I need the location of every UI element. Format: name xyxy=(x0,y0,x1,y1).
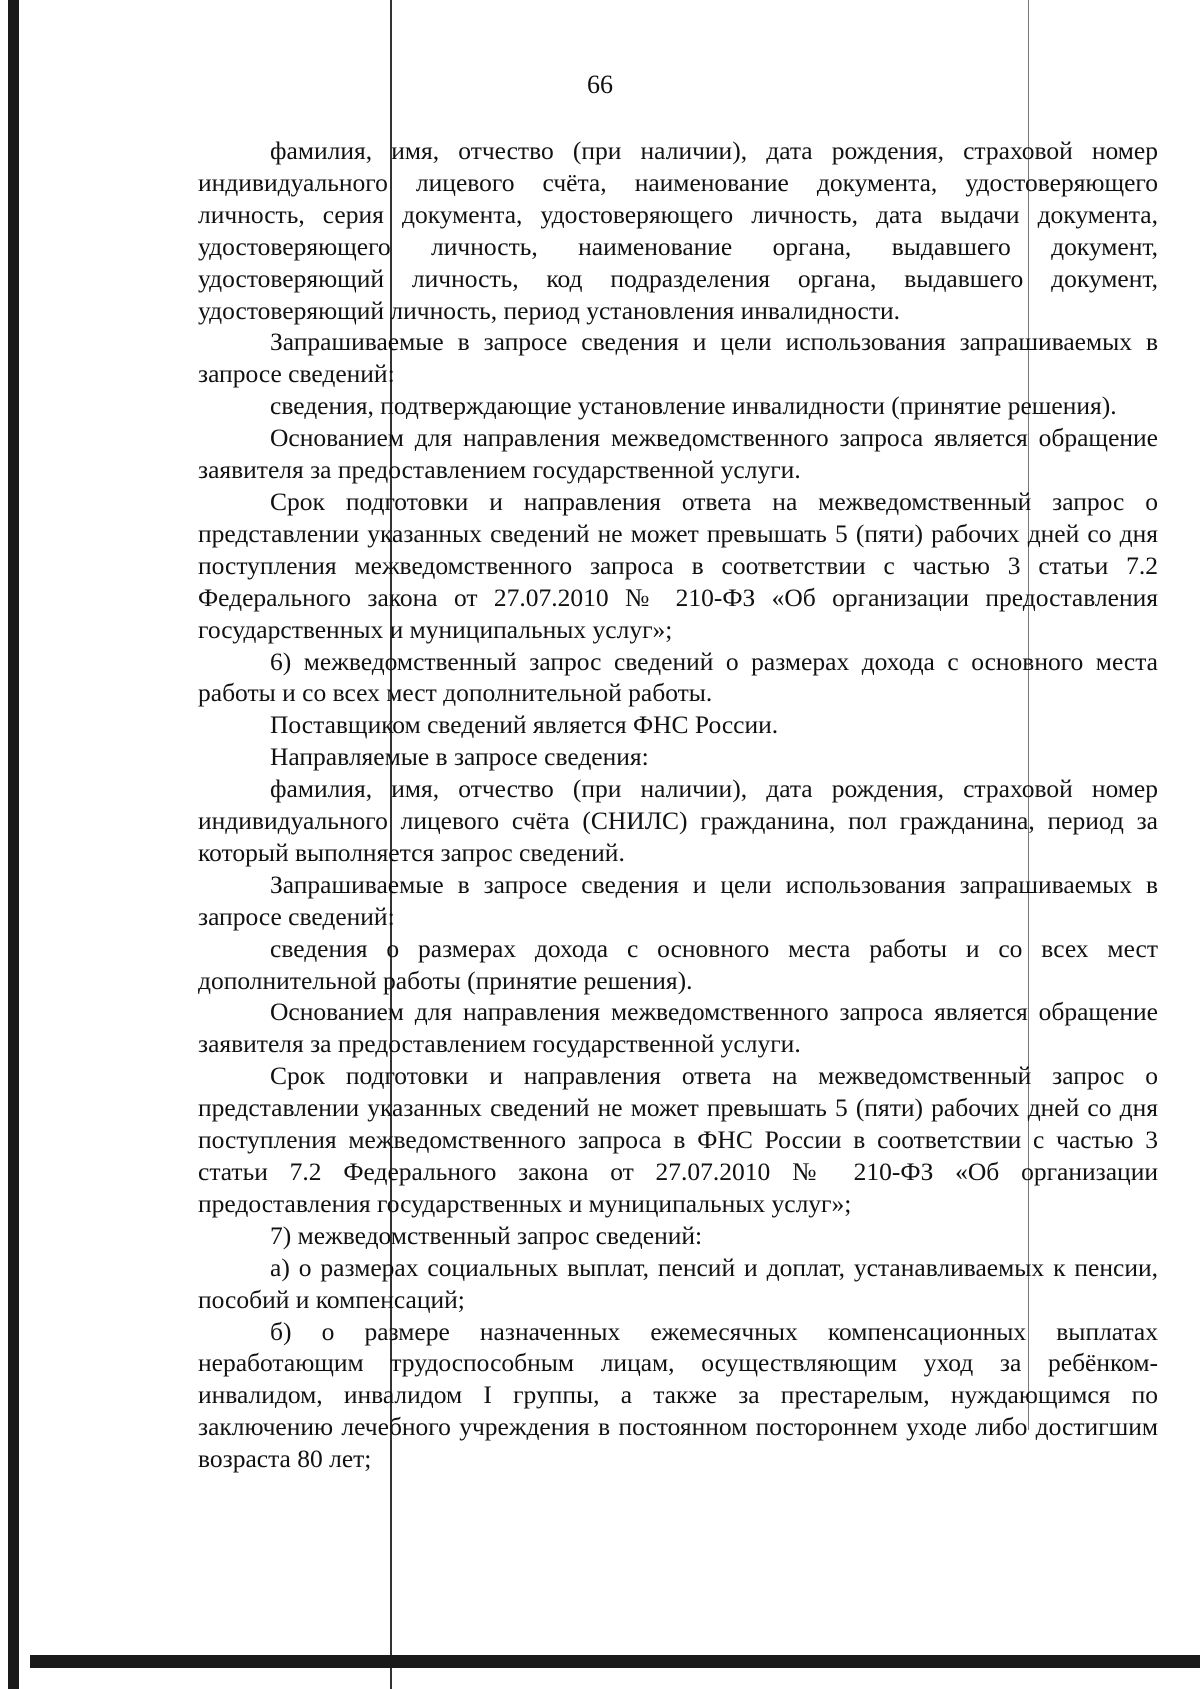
paragraph: 7) межведомственный запрос сведений: xyxy=(270,1220,703,1250)
paragraph: Срок подготовки и направления ответа на межведомственный запрос о представлении указанных сведений не может превышать 5 (пяти) рабочих дней со дня поступления межведомственного запроса в ФНС России в соответствии с частью 3 статьи 7.2 Федерального закона от 27.07.2010 № 210-ФЗ «Об организации предоставления государственных и муниципальных услуг»; xyxy=(198,1061,1158,1218)
paragraph: Срок подготовки и направления ответа на межведомственный запрос о представлении указанных сведений не может превышать 5 (пяти) рабочих дней со дня поступления межведомственного запроса в соответствии с частью 3 статьи 7.2 Федерального закона от 27.07.2010 № 210-ФЗ «Об организации предоставления государственных и муниципальных услуг»; xyxy=(198,486,1158,644)
paragraph: сведения о размерах дохода с основного места работы и со всех мест дополнительной работы (принятие решения). xyxy=(198,933,1158,995)
paragraph: фамилия, имя, отчество (при наличии), дата рождения, страховой номер индивидуального лицевого счёта, наименование документа, удостоверяющего личность, серия документа, удостоверяющего личность, дата выдачи документа, удостоверяющего личность, наименование органа, выдавшего документ, удостоверяющий личность, код подразделения органа, выдавшего документ, удостоверяющий личность, период установления инвалидности. xyxy=(198,136,1158,325)
scan-edge-left xyxy=(8,0,19,1689)
paragraph: а) о размерах социальных выплат, пенсий и доплат, устанавливаемых к пенсии, пособий и компенсаций; xyxy=(198,1252,1158,1314)
paragraph: Поставщиком сведений является ФНС России. xyxy=(270,710,779,740)
paragraph: Направляемые в запросе сведения: xyxy=(270,742,649,772)
paragraph: сведения, подтверждающие установление инвалидности (принятие решения). xyxy=(270,391,1117,421)
paragraph: фамилия, имя, отчество (при наличии), дата рождения, страховой номер индивидуального лицевого счёта (СНИЛС) гражданина, пол гражданина, период за который выполняется запрос сведений. xyxy=(198,774,1158,867)
paragraph: 6) межведомственный запрос сведений о размерах дохода с основного места работы и со всех мест дополнительной работы. xyxy=(198,646,1158,708)
paragraph: Запрашиваемые в запросе сведения и цели использования запрашиваемых в запросе сведений: xyxy=(198,869,1158,931)
paragraph: Запрашиваемые в запросе сведения и цели использования запрашиваемых в запросе сведений: xyxy=(198,327,1158,389)
paragraph: Основанием для направления межведомственного запроса является обращение заявителя за предоставлением государственной услуги. xyxy=(198,423,1158,485)
paragraph: Основанием для направления межведомственного запроса является обращение заявителя за предоставлением государственной услуги. xyxy=(198,997,1158,1059)
scan-edge-bottom xyxy=(30,1655,1200,1668)
document-body xyxy=(198,135,1158,1475)
page-number: 66 xyxy=(587,70,613,99)
paragraph: б) о размере назначенных ежемесячных компенсационных выплатах неработающим трудоспособным лицам, осуществляющим уход за ребёнком-инвалидом, инвалидом I группы, а также за престарелым, нуждающимся по заключению лечебного учреждения в постоянном постороннем уходе либо достигшим возраста 80 лет; xyxy=(198,1316,1158,1474)
